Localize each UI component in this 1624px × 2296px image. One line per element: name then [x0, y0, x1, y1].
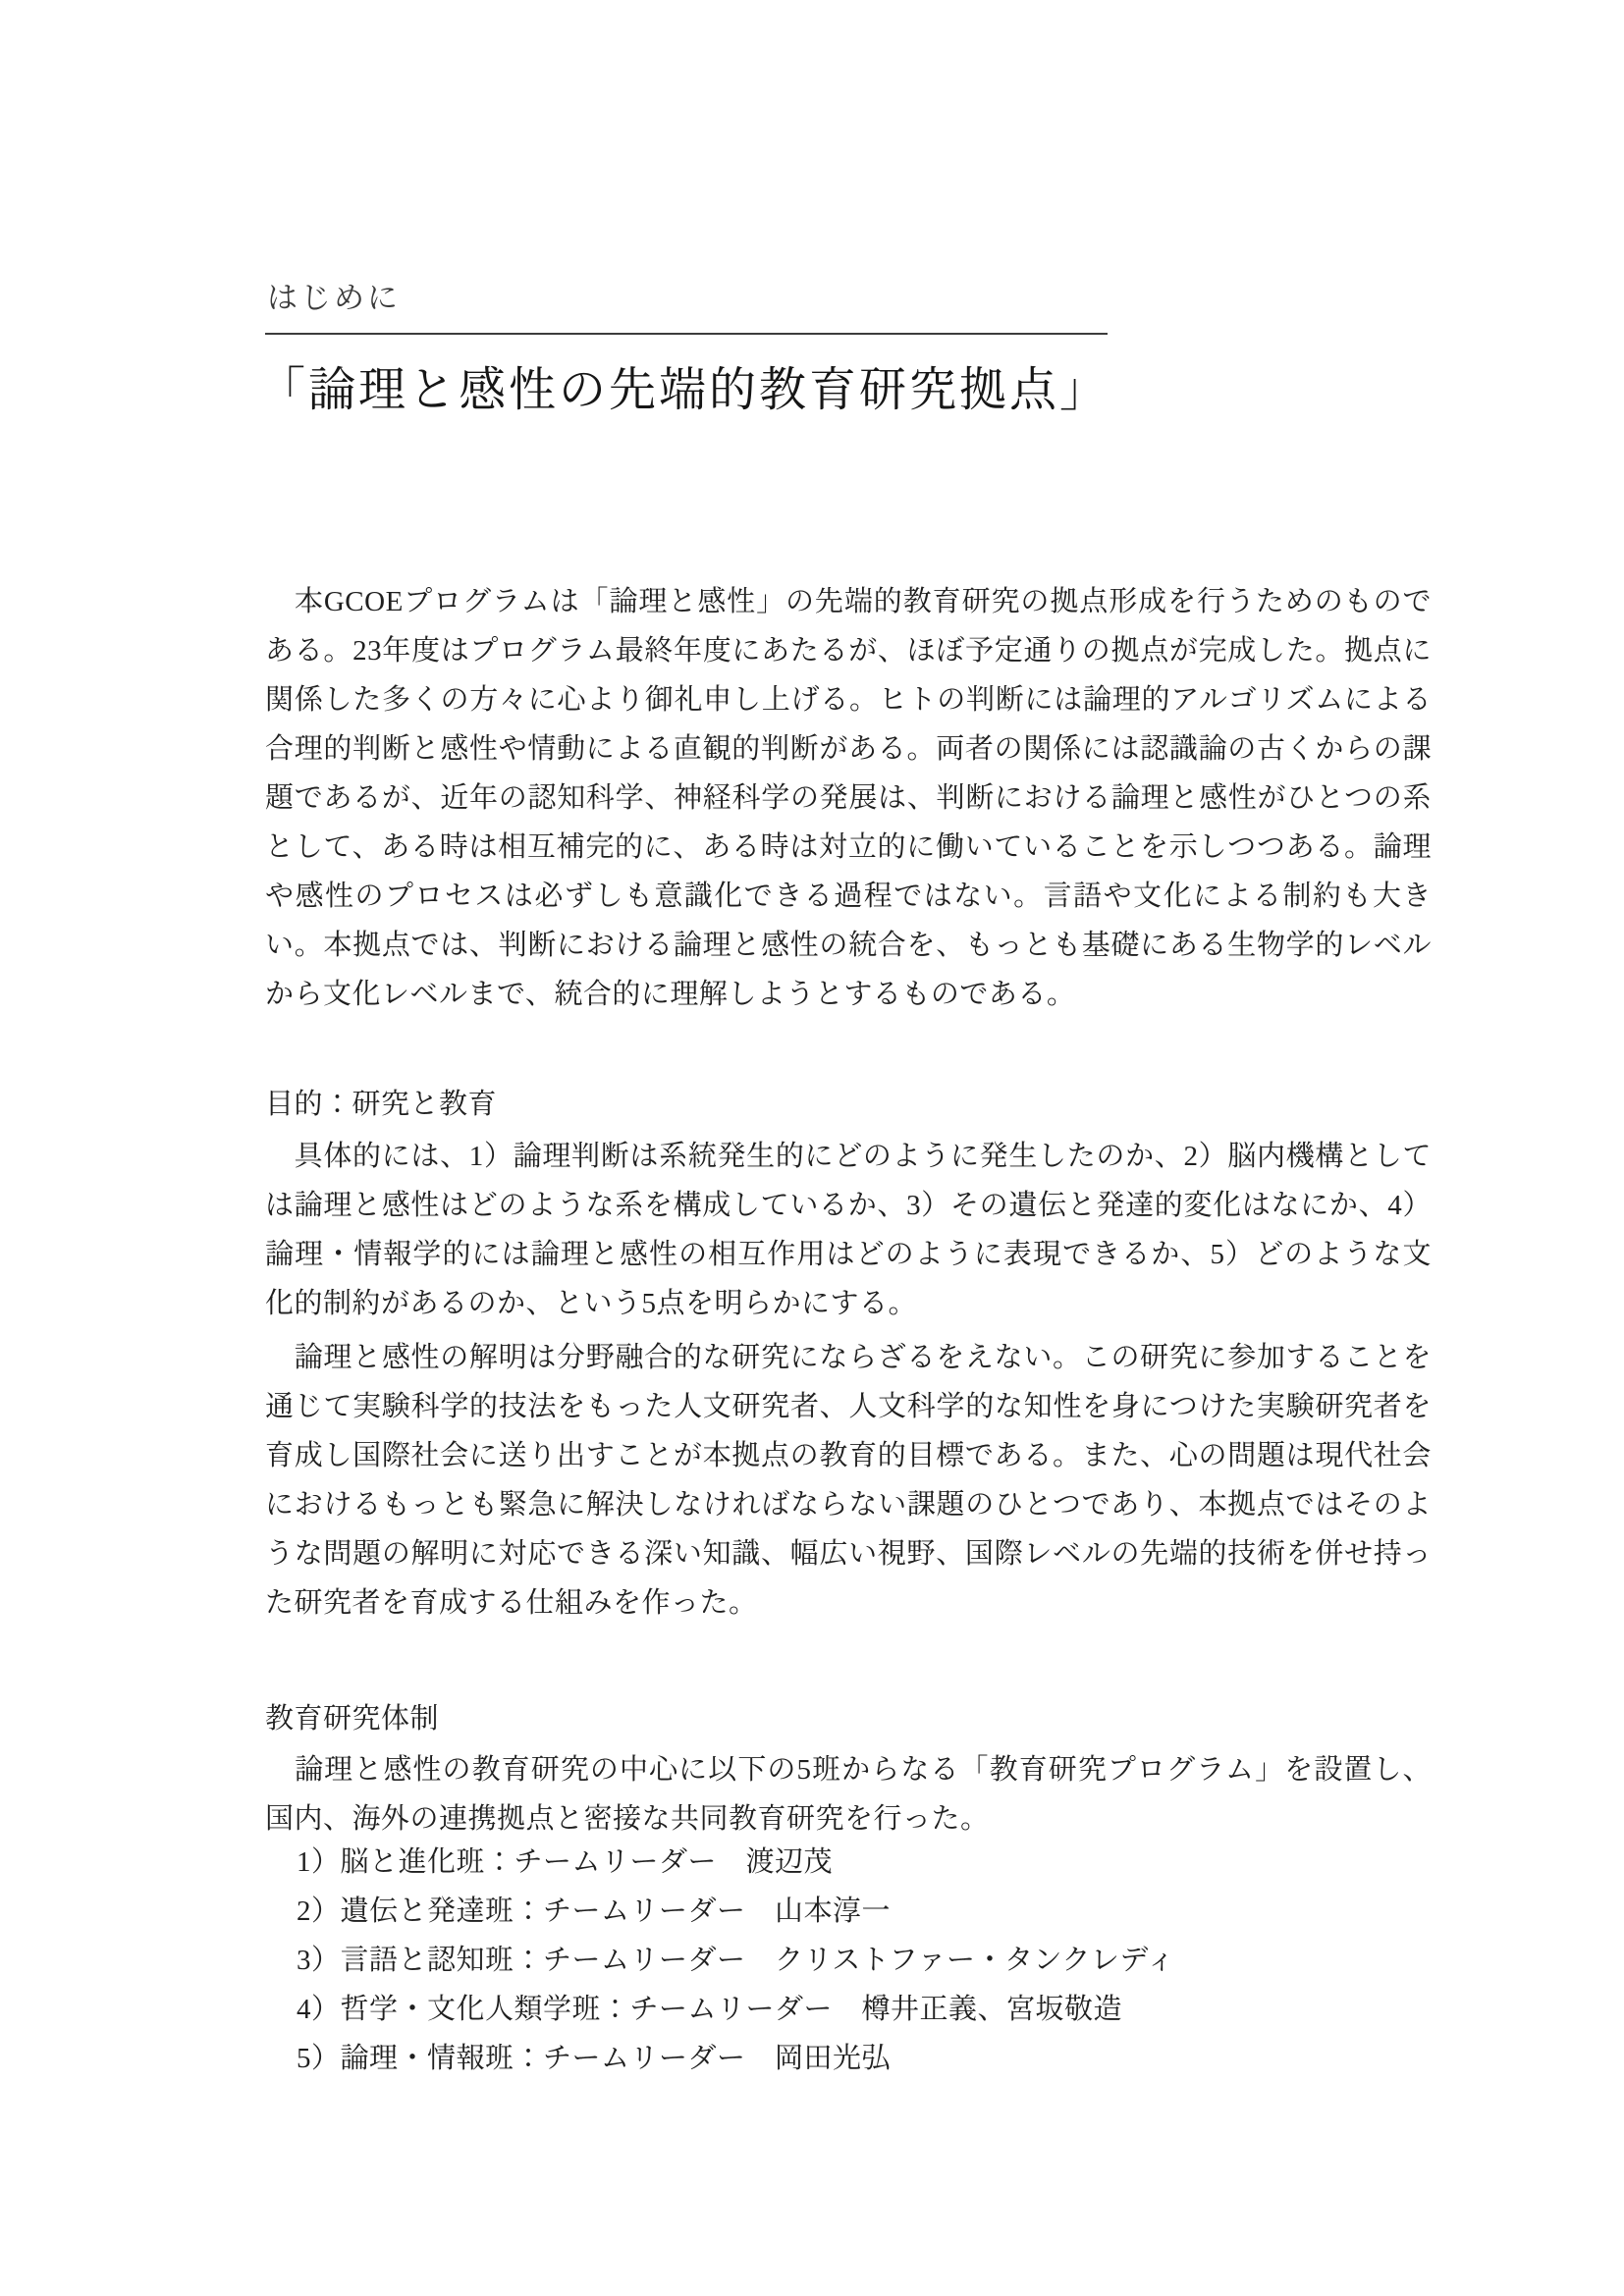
list-item: 2）遺伝と発達班：チームリーダー 山本淳一 [297, 1896, 892, 1927]
purpose-section-heading: 目的：研究と教育 [265, 1089, 498, 1120]
organization-paragraph: 論理と感性の教育研究の中心に以下の5班からなる「教育研究プログラム」を設置し、国内、海外の連携拠点と密接な共同教育研究を行った。 [265, 1754, 1432, 1835]
list-item: 3）言語と認知班：チームリーダー クリストファー・タンクレディ [297, 1945, 1176, 1976]
team-list [265, 1838, 1432, 2083]
divider-rule [265, 333, 1108, 335]
section-label: はじめに [267, 281, 401, 315]
organization-section-heading: 教育研究体制 [265, 1703, 440, 1735]
list-item: 4）哲学・文化人類学班：チームリーダー 樽井正義、宮坂敬造 [297, 1994, 1123, 2025]
purpose-paragraph-2: 論理と感性の解明は分野融合的な研究にならざるをえない。この研究に参加することを通じて実験科学的技法をもった人文研究者、人文科学的な知性を身につけた実験研究者を育成し国際社会に送り出すことが本拠点の教育的目標である。また、心の問題は現代社会におけるもっとも緊急に解決しなければならない課題のひとつであり、本拠点ではそのような問題の解明に対応できる深い知識、幅広い視野、国際レベルの先端的技術を併せ持った研究者を育成する仕組みを作った。 [265, 1342, 1432, 1619]
purpose-paragraph-1: 具体的には、1）論理判断は系統発生的にどのように発生したのか、2）脳内機構としては論理と感性はどのような系を構成しているか、3）その遺伝と発達的変化はなにか、4）論理・情報学的には論理と感性の相互作用はどのように表現できるか、5）どのような文化的制約があるのか、という5点を明らかにする。 [265, 1141, 1432, 1319]
intro-paragraph: 本GCOEプログラムは「論理と感性」の先端的教育研究の拠点形成を行うためのものである。23年度はプログラム最終年度にあたるが、ほぼ予定通りの拠点が完成した。拠点に関係した多くの方々に心より御礼申し上げる。ヒトの判断には論理的アルゴリズムによる合理的判断と感性や情動による直観的判断がある。両者の関係には認識論の古くからの課題であるが、近年の認知科学、神経科学の発展は、判断における論理と感性がひとつの系として、ある時は相互補完的に、ある時は対立的に働いていることを示しつつある。論理や感性のプロセスは必ずしも意識化できる過程ではない。言語や文化による制約も大きい。本拠点では、判断における論理と感性の統合を、もっとも基礎にある生物学的レベルから文化レベルまで、統合的に理解しようとするものである。 [265, 586, 1432, 1010]
list-item: 5）論理・情報班：チームリーダー 岡田光弘 [297, 2043, 892, 2074]
page-title: 「論理と感性の先端的教育研究拠点」 [258, 364, 1110, 416]
list-item: 1）脳と進化班：チームリーダー 渡辺茂 [297, 1846, 834, 1878]
